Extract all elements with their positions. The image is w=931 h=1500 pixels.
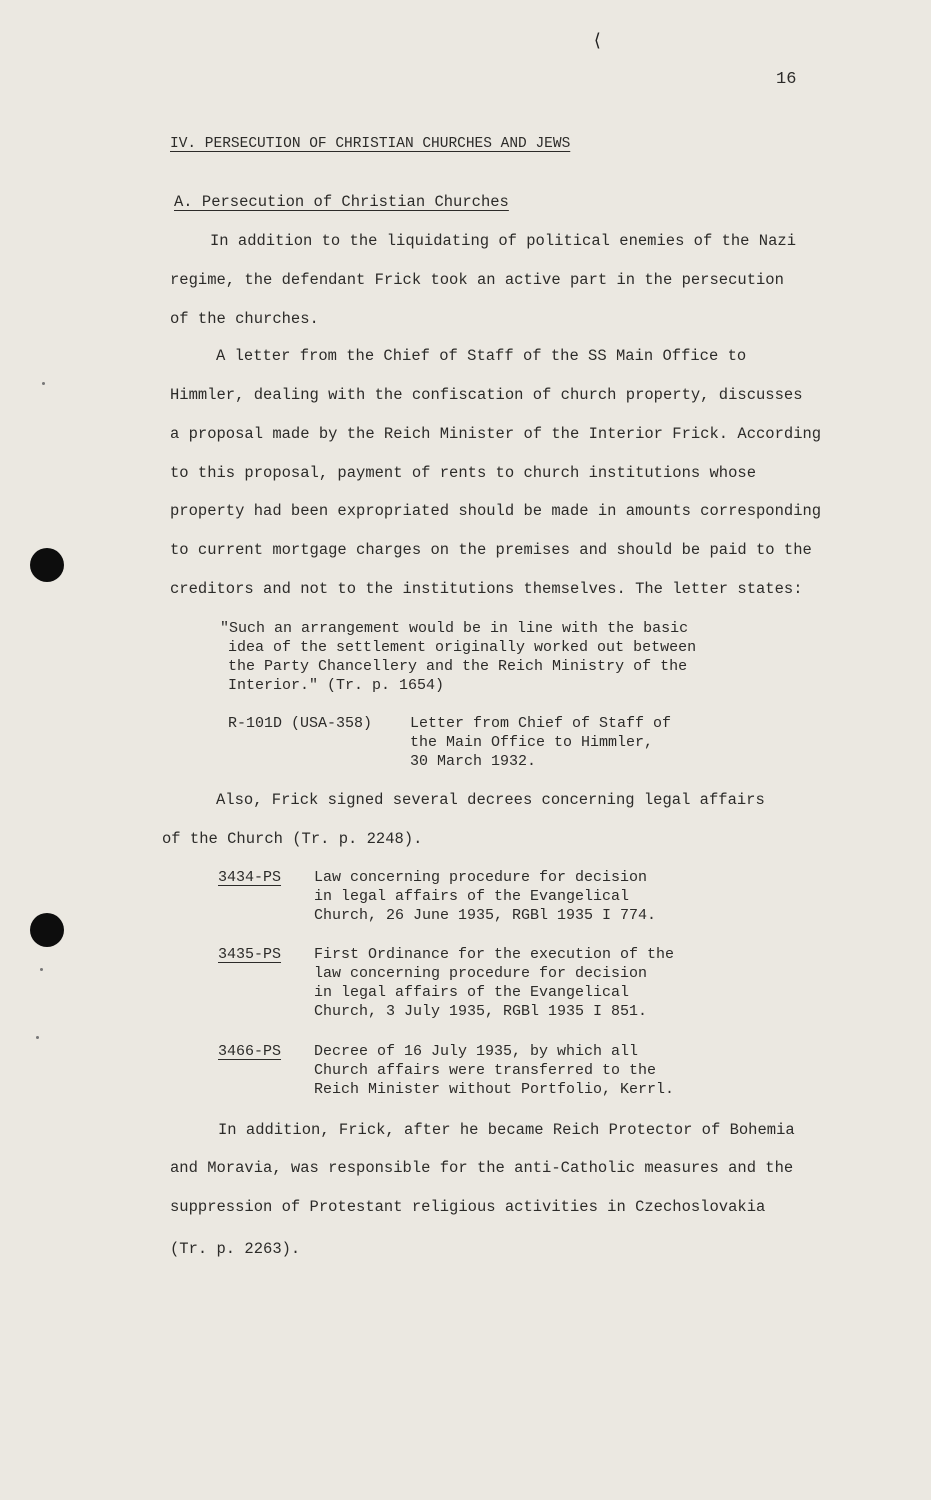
paragraph-1-line: of the churches.	[170, 310, 319, 328]
paragraph-1-line: In addition to the liquidating of political enemies of the Nazi	[210, 232, 796, 250]
quote-line: Interior." (Tr. p. 1654)	[228, 677, 445, 694]
document-description-line: First Ordinance for the execution of the	[314, 946, 675, 963]
document-description-line: in legal affairs of the Evangelical	[314, 888, 630, 905]
document-id: 3434-PS	[218, 869, 282, 886]
document-description-line: Church, 3 July 1935, RGBl 1935 I 851.	[314, 1003, 648, 1020]
document-id: 3466-PS	[218, 1043, 282, 1060]
paragraph-4-line: suppression of Protestant religious activities in Czechoslovakia	[170, 1198, 766, 1216]
document-description-line: Reich Minister without Portfolio, Kerrl.	[314, 1081, 675, 1098]
document-description-line: law concerning procedure for decision	[314, 965, 648, 982]
document-description-line: Decree of 16 July 1935, by which all	[314, 1043, 639, 1060]
paragraph-2-line: to this proposal, payment of rents to church institutions whose	[170, 464, 756, 482]
quote-line: the Party Chancellery and the Reich Ministry of the	[228, 658, 688, 675]
document-description-line: in legal affairs of the Evangelical	[314, 984, 630, 1001]
subsection-heading: A. Persecution of Christian Churches	[174, 193, 509, 211]
document-description-line: Church affairs were transferred to the	[314, 1062, 657, 1079]
quote-line: idea of the settlement originally worked out between	[228, 639, 697, 656]
document-description-line: Law concerning procedure for decision	[314, 869, 648, 886]
paragraph-2-line: creditors and not to the institutions themselves. The letter states:	[170, 580, 803, 598]
reference-description-line: Letter from Chief of Staff of	[410, 715, 672, 732]
reference-id: R-101D (USA-358)	[228, 715, 373, 732]
paragraph-4-line: and Moravia, was responsible for the anti-Catholic measures and the	[170, 1159, 794, 1177]
paragraph-4-line: (Tr. p. 2263).	[170, 1240, 301, 1258]
punch-hole-top	[30, 548, 64, 582]
ink-speck	[42, 382, 45, 385]
page-number: 16	[776, 70, 797, 89]
reference-description-line: 30 March 1932.	[410, 753, 537, 770]
paragraph-2-line: a proposal made by the Reich Minister of the Interior Frick. According	[170, 425, 822, 443]
paragraph-3-line: of the Church (Tr. p. 2248).	[162, 830, 423, 848]
arrow-mark-icon: ⟨	[592, 32, 603, 52]
paragraph-4-line: In addition, Frick, after he became Reich Protector of Bohemia	[218, 1121, 795, 1139]
document-description-line: Church, 26 June 1935, RGBl 1935 I 774.	[314, 907, 657, 924]
paragraph-2-line: property had been expropriated should be made in amounts corresponding	[170, 502, 822, 520]
document-id: 3435-PS	[218, 946, 282, 963]
paragraph-1-line: regime, the defendant Frick took an active part in the persecution	[170, 271, 784, 289]
paragraph-3-line: Also, Frick signed several decrees concerning legal affairs	[216, 791, 765, 809]
reference-description-line: the Main Office to Himmler,	[410, 734, 654, 751]
punch-hole-bottom	[30, 913, 64, 947]
ink-speck	[40, 968, 43, 971]
paragraph-2-line: A letter from the Chief of Staff of the SS Main Office to	[216, 347, 747, 365]
quote-line: "Such an arrangement would be in line with the basic	[220, 620, 689, 637]
paragraph-2-line: Himmler, dealing with the confiscation of church property, discusses	[170, 386, 803, 404]
paragraph-2-line: to current mortgage charges on the premises and should be paid to the	[170, 541, 812, 559]
section-heading: IV. PERSECUTION OF CHRISTIAN CHURCHES AND JEWS	[170, 136, 571, 152]
ink-speck	[36, 1036, 39, 1039]
